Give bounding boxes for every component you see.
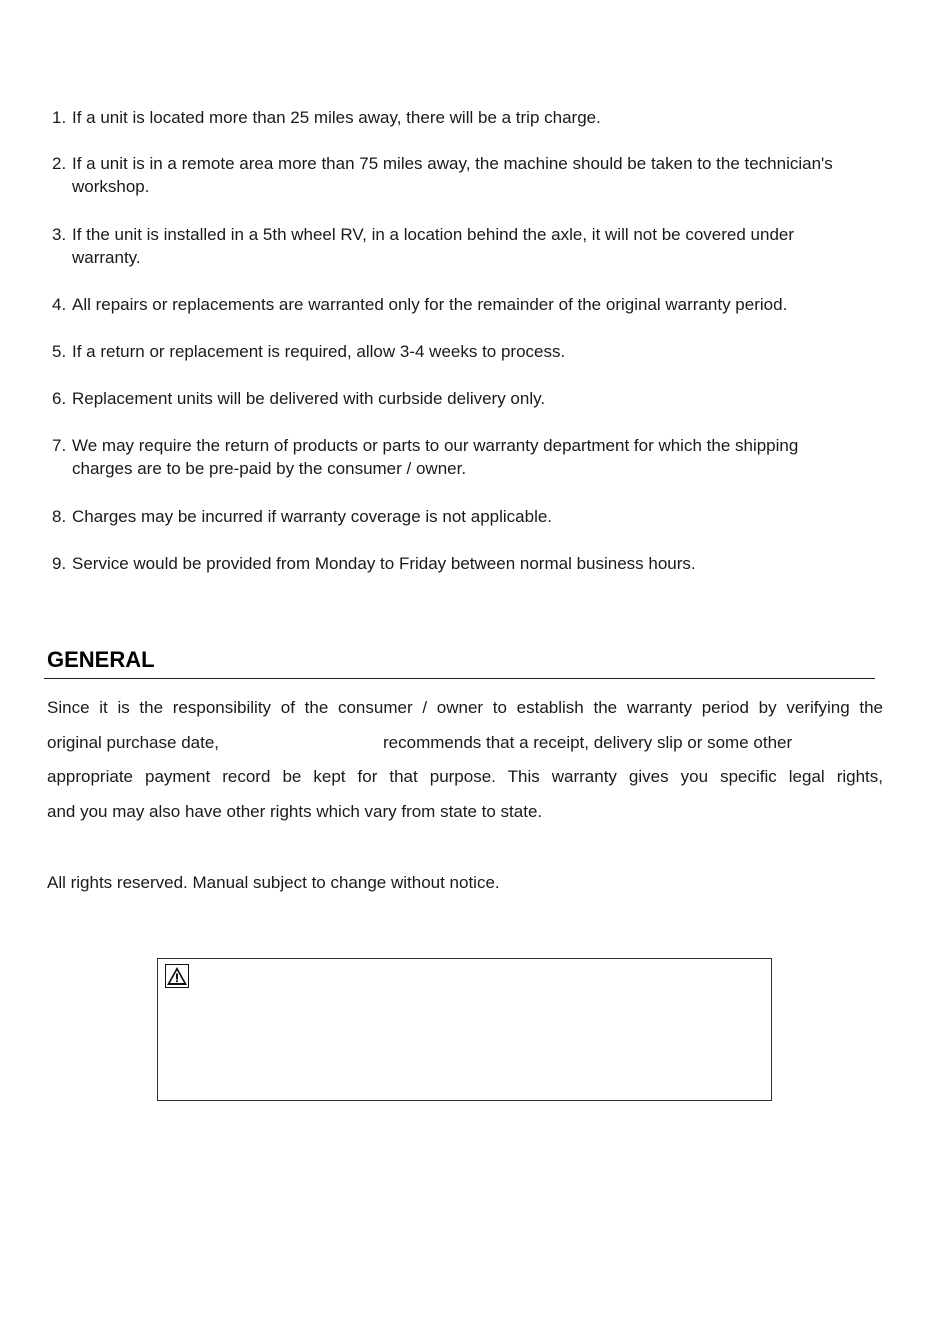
item-text: If a unit is located more than 25 miles away, there will be a trip charge.: [72, 108, 601, 127]
list-item: [52, 223, 912, 269]
item-number: 4.: [52, 295, 67, 314]
item-number: 7.: [52, 436, 67, 455]
general-line-2-start: original purchase date,: [47, 732, 220, 752]
item-text: Replacement units will be delivered with curbside delivery only.: [72, 389, 546, 408]
general-paragraph: [47, 691, 883, 829]
general-line-4: and you may also have other rights which vary from state to state.: [47, 801, 543, 821]
item-number: 1.: [52, 108, 67, 127]
item-text: Service would be provided from Monday to Friday between normal business hours.: [72, 554, 696, 573]
item-number: 6.: [52, 389, 67, 408]
list-item: [52, 152, 912, 198]
list-item: [52, 505, 912, 528]
list-item: [52, 293, 912, 316]
item-text: If the unit is installed in a 5th wheel RV, in a location behind the axle, it will not be covered under warranty.: [72, 225, 795, 267]
warning-box: [157, 958, 772, 1101]
item-number: 2.: [52, 154, 67, 173]
item-text: If a unit is in a remote area more than 75 miles away, the machine should be taken to the technician's workshop.: [72, 154, 833, 196]
general-line-1: Since it is the responsibility of the consumer / owner to establish the warranty period by verifying the: [47, 698, 883, 717]
item-text: Charges may be incurred if warranty coverage is not applicable.: [72, 507, 553, 526]
list-item: [52, 434, 912, 480]
general-line-2: [47, 726, 883, 761]
general-line-2-end: recommends that a receipt, delivery slip or some other: [383, 732, 793, 752]
list-item: [52, 106, 912, 129]
warning-triangle-icon: [165, 964, 189, 988]
general-line-3: appropriate payment record be kept for that purpose. This warranty gives you specific legal rights,: [47, 767, 883, 786]
list-item: [52, 552, 912, 575]
item-text: We may require the return of products or parts to our warranty department for which the shipping charges are to be pre-paid by the consumer / owner.: [72, 436, 799, 478]
item-number: 3.: [52, 225, 67, 244]
heading-divider: [44, 678, 875, 679]
rights-notice: All rights reserved. Manual subject to change without notice.: [47, 873, 500, 892]
general-heading: GENERAL: [47, 647, 155, 672]
item-number: 5.: [52, 342, 67, 361]
item-text: All repairs or replacements are warranted only for the remainder of the original warranty period.: [72, 295, 788, 314]
list-item: [52, 387, 912, 410]
list-item: [52, 340, 912, 363]
item-text: If a return or replacement is required, allow 3-4 weeks to process.: [72, 342, 566, 361]
item-number: 9.: [52, 554, 67, 573]
item-number: 8.: [52, 507, 67, 526]
